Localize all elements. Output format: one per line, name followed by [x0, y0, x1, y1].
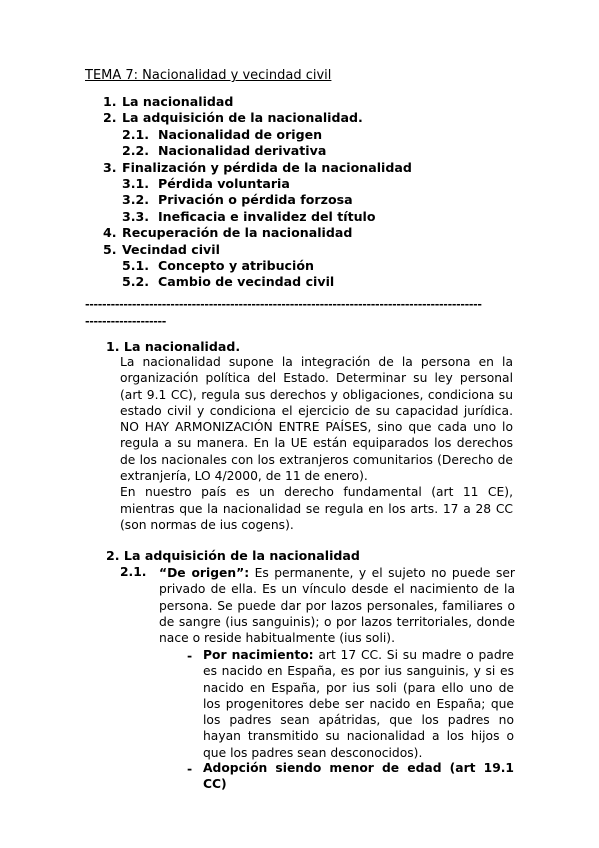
toc-item-label: Nacionalidad de origen	[158, 126, 323, 142]
toc-item-number: 2.2.	[122, 143, 150, 159]
bullet-por-nacimiento-text: art 17 CC. Si su madre o padre es nacido en España, es por ius sanguinis, y si es nacido en España, por ius soli (para ello uno de los progenitores debe ser nacido en España; que los padres sean apátridas, que los padres no hayan transmitido su nacionalidad a los hijos o que los padres sean desconocidos).	[203, 648, 514, 760]
section-1-body	[120, 354, 513, 533]
toc-item-number: 5.2.	[122, 274, 150, 290]
toc-item-label: Ineficacia e invalidez del título	[158, 208, 376, 224]
toc-item-number: 2.1.	[122, 126, 150, 142]
toc-item-number: 5.1.	[122, 258, 150, 273]
toc-item-label: La adquisición de la nacionalidad.	[122, 110, 363, 126]
bullet-dash: -	[187, 761, 193, 776]
section-1-paragraph-1: La nacionalidad supone la integración de la persona en la organización política del Estado. Determinar su ley personal (art 9.1 CC), regula sus derechos y obligaciones, condiciona su estado civil y condiciona el ejercicio de su capacidad jurídica. NO HAY ARMONIZACIÓN ENTRE PAÍSES, sino que cada uno lo regula a su manera. En la UE están equiparados los derechos de los nacionales con los extranjeros comunitarios (Derecho de extranjería, LO 4/2000, de 11 de enero).	[120, 355, 513, 484]
toc-item-label: La nacionalidad	[122, 94, 234, 109]
subsection-2-1-label: “De origen”:	[159, 566, 250, 580]
toc-item-number: 4.	[103, 225, 117, 241]
subsection-2-1-number: 2.1.	[120, 565, 147, 579]
toc-item-number: 3.1.	[122, 176, 150, 191]
toc-item-number: 3.3.	[122, 208, 150, 224]
bullet-dash: -	[187, 648, 193, 663]
toc-item-number: 1.	[103, 94, 117, 109]
toc-item-label: Finalización y pérdida de la nacionalidad	[122, 159, 412, 175]
separator-line: ---------------------------------------------------------------------------------------------	[85, 298, 482, 311]
toc-item-label: Pérdida voluntaria	[158, 176, 290, 191]
toc-item-label: Concepto y atribución	[158, 258, 314, 273]
toc-item-label: Privación o pérdida forzosa	[158, 192, 353, 208]
bullet-por-nacimiento	[203, 647, 514, 761]
toc-item-label: Nacionalidad derivativa	[158, 143, 327, 159]
separator-line-continued: -------------------	[85, 315, 167, 328]
toc-item-label: Cambio de vecindad civil	[158, 274, 335, 290]
toc-item-number: 5.	[103, 241, 117, 257]
bullet-adopcion-label: Adopción siendo menor de edad (art 19.1 CC)	[203, 761, 514, 792]
section-1-paragraph-2: En nuestro país es un derecho fundamental (art 11 CE), mientras que la nacionalidad se regula en los arts. 17 a 28 CC (son normas de ius cogens).	[120, 485, 513, 532]
toc-item-label: Vecindad civil	[122, 241, 220, 257]
toc-item-number: 3.2.	[122, 192, 150, 208]
section-2-heading: 2. La adquisición de la nacionalidad	[106, 548, 360, 563]
toc-item-label: Recuperación de la nacionalidad	[122, 225, 353, 241]
subsection-2-1-body	[159, 565, 515, 646]
subsection-2-1-text: Es permanente, y el sujeto no puede ser privado de ella. Es un vínculo desde el nacimiento de la persona. Se puede dar por lazos personales, familiares o de sangre (ius sanguinis); o por lazos territoriales, donde nace o reside habitualmente (ius soli).	[159, 566, 515, 646]
section-1-heading: 1. La nacionalidad.	[106, 339, 241, 354]
toc-item-number: 3.	[103, 159, 117, 175]
page-title: TEMA 7: Nacionalidad y vecindad civil	[85, 68, 332, 83]
toc-item-number: 2.	[103, 110, 117, 126]
bullet-por-nacimiento-label: Por nacimiento:	[203, 648, 314, 662]
bullet-adopcion	[203, 760, 514, 793]
